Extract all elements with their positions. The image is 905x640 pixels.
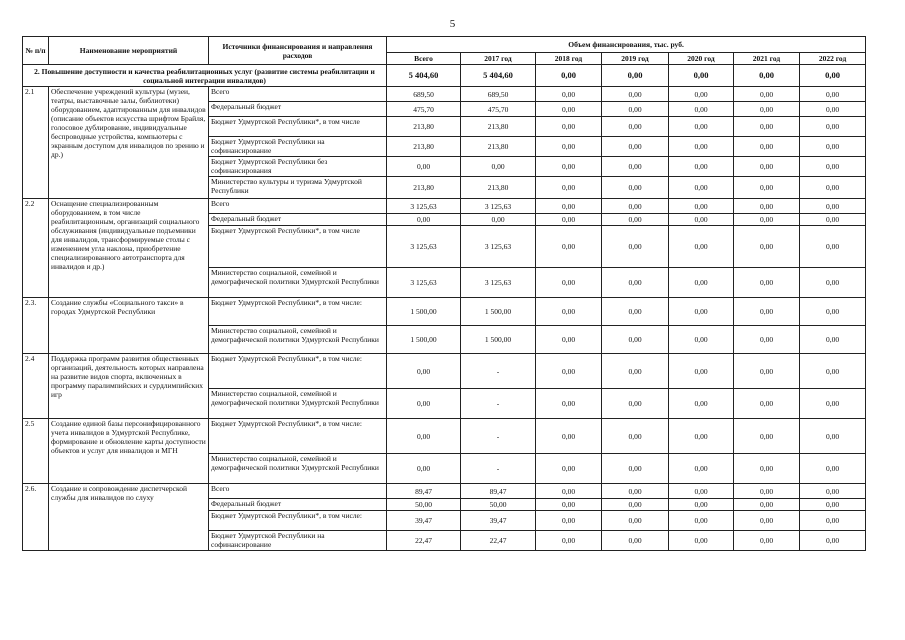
amount-cell: 0,00	[461, 214, 536, 226]
amount-cell: 0,00	[536, 454, 602, 484]
amount-cell: 0,00	[387, 454, 461, 484]
amount-cell: 0,00	[536, 214, 602, 226]
header-year: 2018 год	[536, 53, 602, 65]
amount-cell: 0,00	[602, 226, 669, 268]
table-row	[23, 199, 866, 214]
amount-cell: 0,00	[669, 226, 734, 268]
amount-cell: 3 125,63	[461, 268, 536, 298]
funding-source: Бюджет Удмуртской Республики*, в том числе:	[209, 419, 387, 454]
amount-cell: 0,00	[602, 87, 669, 102]
funding-source: Министерство социальной, семейной и демографической политики Удмуртской Республики	[209, 454, 387, 484]
amount-cell: 0,00	[669, 389, 734, 419]
header-year: Всего	[387, 53, 461, 65]
amount-cell: 0,00	[602, 499, 669, 511]
amount-cell: 3 125,63	[387, 199, 461, 214]
amount-cell: 0,00	[536, 326, 602, 354]
amount-cell: 0,00	[734, 177, 800, 199]
amount-cell: 689,50	[387, 87, 461, 102]
amount-cell: 0,00	[734, 117, 800, 137]
amount-cell: 0,00	[669, 214, 734, 226]
amount-cell: 0,00	[734, 454, 800, 484]
amount-cell: 0,00	[602, 454, 669, 484]
amount-cell: 0,00	[602, 102, 669, 117]
amount-cell: 0,00	[669, 326, 734, 354]
amount-cell: 0,00	[734, 102, 800, 117]
amount-cell: 0,00	[536, 389, 602, 419]
amount-cell: 0,00	[602, 354, 669, 389]
header-number: № п/п	[23, 37, 49, 65]
amount-cell: 0,00	[734, 511, 800, 531]
header-volume: Объем финансирования, тыс. руб.	[387, 37, 866, 53]
amount-cell: 1 500,00	[387, 326, 461, 354]
amount-cell: 0,00	[536, 137, 602, 157]
funding-source: Министерство социальной, семейной и демографической политики Удмуртской Республики	[209, 326, 387, 354]
financing-table	[22, 36, 866, 551]
table-row	[23, 484, 866, 499]
funding-source: Бюджет Удмуртской Республики*, в том числе:	[209, 298, 387, 326]
amount-cell: 0,00	[800, 531, 866, 551]
amount-cell: 0,00	[800, 102, 866, 117]
amount-cell: 0,00	[800, 511, 866, 531]
amount-cell: 0,00	[669, 454, 734, 484]
section-value: 0,00	[800, 65, 866, 87]
funding-source: Бюджет Удмуртской Республики*, в том числе	[209, 226, 387, 268]
amount-cell: 0,00	[602, 531, 669, 551]
amount-cell: 0,00	[602, 484, 669, 499]
amount-cell: 0,00	[734, 531, 800, 551]
item-number: 2.3.	[23, 298, 49, 354]
amount-cell: 0,00	[536, 157, 602, 177]
page-number: 5	[449, 18, 456, 30]
amount-cell: 0,00	[800, 454, 866, 484]
amount-cell: -	[461, 354, 536, 389]
amount-cell: 0,00	[800, 157, 866, 177]
amount-cell: 213,80	[387, 177, 461, 199]
table-row	[23, 87, 866, 102]
funding-source: Бюджет Удмуртской Республики*, в том числе	[209, 117, 387, 137]
amount-cell: 0,00	[602, 419, 669, 454]
amount-cell: 0,00	[734, 214, 800, 226]
section-value: 0,00	[536, 65, 602, 87]
amount-cell: 0,00	[669, 137, 734, 157]
amount-cell: 39,47	[461, 511, 536, 531]
item-name: Обеспечение учреждений культуры (музеи, театры, выставочные залы, библиотеки) оборудованием, адаптированным для инвалидов (описание объектов искусства шрифтом Брайля, голосовое дублирование, индивидуальные беспроводные устройства, компьютеры с экранным доступом для инвалидов по зрению и др.)	[49, 87, 209, 199]
amount-cell: 0,00	[800, 354, 866, 389]
amount-cell: 0,00	[536, 354, 602, 389]
amount-cell: 0,00	[800, 226, 866, 268]
item-name: Оснащение специализированным оборудованием, в том числе реабилитационным, организаций социального обслуживания (индивидуальные подъемники для инвалидов, трансформируемые столы с изменением угла наклона, приобретение специализированного автотранспорта для инвалидов и др.)	[49, 199, 209, 298]
item-number: 2.5	[23, 419, 49, 484]
amount-cell: 22,47	[387, 531, 461, 551]
amount-cell: 0,00	[800, 137, 866, 157]
amount-cell: 0,00	[734, 226, 800, 268]
section-value: 0,00	[669, 65, 734, 87]
amount-cell: 0,00	[602, 268, 669, 298]
amount-cell: 213,80	[387, 137, 461, 157]
amount-cell: 213,80	[461, 117, 536, 137]
amount-cell: 0,00	[734, 326, 800, 354]
item-number: 2.4	[23, 354, 49, 419]
amount-cell: 689,50	[461, 87, 536, 102]
amount-cell: 3 125,63	[461, 199, 536, 214]
amount-cell: 0,00	[602, 177, 669, 199]
funding-source: Министерство социальной, семейной и демографической политики Удмуртской Республики	[209, 268, 387, 298]
amount-cell: 0,00	[536, 484, 602, 499]
amount-cell: 0,00	[800, 177, 866, 199]
amount-cell: 0,00	[536, 226, 602, 268]
amount-cell: 0,00	[734, 484, 800, 499]
amount-cell: 0,00	[536, 511, 602, 531]
funding-source: Министерство культуры и туризма Удмуртской Республики	[209, 177, 387, 199]
amount-cell: 0,00	[669, 499, 734, 511]
amount-cell: 0,00	[734, 419, 800, 454]
amount-cell: 22,47	[461, 531, 536, 551]
table-row	[23, 419, 866, 454]
header-year: 2020 год	[669, 53, 734, 65]
funding-source: Бюджет Удмуртской Республики*, в том числе:	[209, 511, 387, 531]
amount-cell: 0,00	[602, 157, 669, 177]
amount-cell: 0,00	[669, 354, 734, 389]
amount-cell: 0,00	[734, 499, 800, 511]
amount-cell: 0,00	[800, 499, 866, 511]
amount-cell: 50,00	[387, 499, 461, 511]
amount-cell: 0,00	[669, 419, 734, 454]
amount-cell: 0,00	[602, 389, 669, 419]
amount-cell: 0,00	[536, 531, 602, 551]
funding-source: Федеральный бюджет	[209, 499, 387, 511]
funding-source: Всего	[209, 484, 387, 499]
amount-cell: 0,00	[461, 157, 536, 177]
header-name: Наименование мероприятий	[49, 37, 209, 65]
amount-cell: 0,00	[669, 268, 734, 298]
section-value: 5 404,60	[461, 65, 536, 87]
amount-cell: 0,00	[536, 177, 602, 199]
amount-cell: 0,00	[536, 499, 602, 511]
amount-cell: 0,00	[602, 511, 669, 531]
amount-cell: 0,00	[602, 326, 669, 354]
amount-cell: 0,00	[536, 298, 602, 326]
amount-cell: 0,00	[669, 484, 734, 499]
amount-cell: 0,00	[669, 102, 734, 117]
amount-cell: 3 125,63	[387, 268, 461, 298]
amount-cell: 0,00	[734, 87, 800, 102]
amount-cell: 0,00	[602, 117, 669, 137]
item-number: 2.1	[23, 87, 49, 199]
funding-source: Всего	[209, 87, 387, 102]
funding-source: Федеральный бюджет	[209, 214, 387, 226]
item-name: Создание единой базы персонифицированного учета инвалидов в Удмуртской Республике, формирование и обновление карты доступности объектов и услуг для инвалидов и МГН	[49, 419, 209, 484]
amount-cell: 3 125,63	[461, 226, 536, 268]
table-row	[23, 298, 866, 326]
header-sources: Источники финансирования и направления расходов	[209, 37, 387, 65]
funding-source: Министерство социальной, семейной и демографической политики Удмуртской Республики	[209, 389, 387, 419]
amount-cell: 0,00	[669, 157, 734, 177]
amount-cell: 475,70	[461, 102, 536, 117]
item-number: 2.6.	[23, 484, 49, 551]
amount-cell: 0,00	[734, 199, 800, 214]
amount-cell: 3 125,63	[387, 226, 461, 268]
amount-cell: 50,00	[461, 499, 536, 511]
amount-cell: 0,00	[669, 177, 734, 199]
amount-cell: 0,00	[800, 419, 866, 454]
amount-cell: 0,00	[602, 199, 669, 214]
amount-cell: 0,00	[536, 117, 602, 137]
amount-cell: 213,80	[461, 137, 536, 157]
amount-cell: 0,00	[800, 268, 866, 298]
header-year: 2022 год	[800, 53, 866, 65]
amount-cell: 0,00	[536, 199, 602, 214]
amount-cell: 0,00	[669, 511, 734, 531]
amount-cell: 0,00	[800, 298, 866, 326]
amount-cell: 0,00	[387, 419, 461, 454]
item-name: Создание службы «Социального такси» в городах Удмуртской Республики	[49, 298, 209, 354]
amount-cell: 0,00	[734, 137, 800, 157]
amount-cell: 1 500,00	[387, 298, 461, 326]
amount-cell: 0,00	[387, 389, 461, 419]
item-name: Поддержка программ развития общественных организаций, деятельность которых направлена на развитие видов спорта, включенных в программу паралимпийских и сурдлимпийских игр	[49, 354, 209, 419]
amount-cell: 0,00	[734, 268, 800, 298]
amount-cell: 39,47	[387, 511, 461, 531]
amount-cell: 0,00	[387, 157, 461, 177]
amount-cell: 0,00	[800, 326, 866, 354]
amount-cell: 0,00	[602, 214, 669, 226]
amount-cell: 1 500,00	[461, 298, 536, 326]
amount-cell: 0,00	[734, 354, 800, 389]
amount-cell: -	[461, 419, 536, 454]
amount-cell: 0,00	[387, 354, 461, 389]
amount-cell: 0,00	[536, 102, 602, 117]
funding-source: Бюджет Удмуртской Республики на софинансирование	[209, 137, 387, 157]
amount-cell: 89,47	[461, 484, 536, 499]
funding-source: Всего	[209, 199, 387, 214]
section-value: 5 404,60	[387, 65, 461, 87]
section-value: 0,00	[734, 65, 800, 87]
amount-cell: 213,80	[461, 177, 536, 199]
amount-cell: 0,00	[800, 87, 866, 102]
funding-source: Бюджет Удмуртской Республики на софинансирование	[209, 531, 387, 551]
amount-cell: 0,00	[602, 298, 669, 326]
item-number: 2.2	[23, 199, 49, 298]
amount-cell: 1 500,00	[461, 326, 536, 354]
amount-cell: 0,00	[669, 117, 734, 137]
header-year: 2017 год	[461, 53, 536, 65]
amount-cell: 0,00	[669, 531, 734, 551]
amount-cell: -	[461, 454, 536, 484]
amount-cell: 0,00	[800, 199, 866, 214]
amount-cell: 0,00	[800, 214, 866, 226]
table-body	[23, 65, 866, 551]
amount-cell: 0,00	[734, 157, 800, 177]
funding-source: Бюджет Удмуртской Республики без софинансирования	[209, 157, 387, 177]
funding-source: Федеральный бюджет	[209, 102, 387, 117]
amount-cell: 0,00	[800, 389, 866, 419]
table-row	[23, 354, 866, 389]
amount-cell: 213,80	[387, 117, 461, 137]
amount-cell: 0,00	[800, 117, 866, 137]
amount-cell: 0,00	[536, 419, 602, 454]
amount-cell: 0,00	[734, 298, 800, 326]
amount-cell: 0,00	[387, 214, 461, 226]
amount-cell: 0,00	[669, 87, 734, 102]
amount-cell: 0,00	[669, 298, 734, 326]
amount-cell: 0,00	[536, 87, 602, 102]
section-total-row	[23, 65, 866, 87]
amount-cell: 0,00	[800, 484, 866, 499]
section-title: 2. Повышение доступности и качества реабилитационных услуг (развитие системы реабилитации и социальной интеграции инвалидов)	[23, 65, 387, 87]
item-name: Создание и сопровождение диспетчерской службы для инвалидов по слуху	[49, 484, 209, 551]
amount-cell: 0,00	[536, 268, 602, 298]
amount-cell: 0,00	[734, 389, 800, 419]
section-value: 0,00	[602, 65, 669, 87]
amount-cell: 475,70	[387, 102, 461, 117]
amount-cell: 0,00	[602, 137, 669, 157]
amount-cell: 0,00	[669, 199, 734, 214]
header-year: 2019 год	[602, 53, 669, 65]
funding-source: Бюджет Удмуртской Республики*, в том числе:	[209, 354, 387, 389]
amount-cell: -	[461, 389, 536, 419]
header-year: 2021 год	[734, 53, 800, 65]
amount-cell: 89,47	[387, 484, 461, 499]
